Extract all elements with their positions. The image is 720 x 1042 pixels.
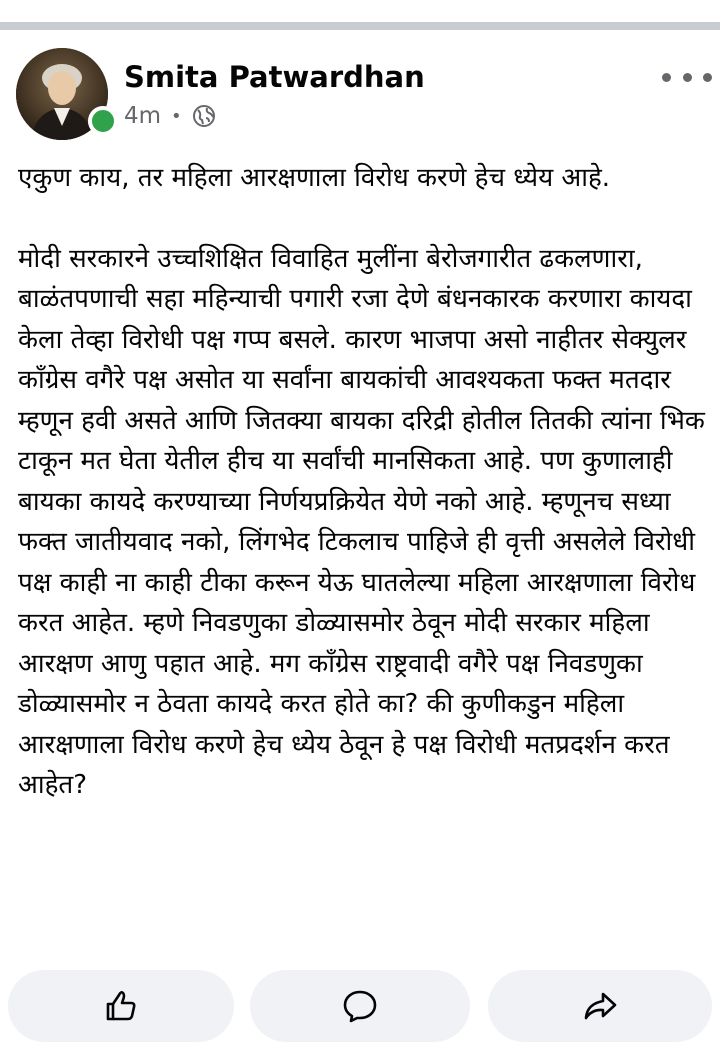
more-dot-icon: [662, 73, 671, 82]
post-paragraph: एकुण काय, तर महिला आरक्षणाला विरोध करणे हेच ध्येय आहे.: [18, 163, 611, 193]
online-status-dot: [88, 106, 118, 136]
top-bar: [0, 0, 720, 32]
share-arrow-icon: [580, 986, 620, 1026]
like-button[interactable]: [8, 970, 234, 1042]
comment-button[interactable]: [250, 970, 470, 1042]
thumbs-up-icon: [101, 986, 141, 1026]
post-text: [18, 158, 708, 806]
more-dot-icon: [703, 73, 712, 82]
post-meta: [124, 103, 216, 129]
author-name[interactable]: Smita Patwardhan: [124, 60, 425, 94]
post-actions-bar: [0, 970, 720, 1042]
more-options-button[interactable]: [662, 62, 712, 92]
share-button[interactable]: [488, 970, 712, 1042]
meta-separator: •: [171, 105, 182, 127]
post-timestamp[interactable]: 4m: [124, 103, 162, 129]
globe-icon[interactable]: [192, 104, 216, 128]
more-dot-icon: [683, 73, 692, 82]
comment-bubble-icon: [340, 986, 380, 1026]
post-paragraph: मोदी सरकारने उच्चशिक्षित विवाहित मुलींना बेरोजगारीत ढकलणारा, बाळंतपणाची सहा महिन्याची पगारी रजा देणे बंधनकारक करणारा कायदा केला तेव्हा विरोधी पक्ष गप्प बसले. कारण भाजपा असो नाहीतर सेक्युलर काँग्रेस वगैरे पक्ष असोत या सर्वांना बायकांची आवश्यकता फक्त मतदार म्हणून हवी असते आणि जितक्या बायका दरिद्री होतील तितकी त्यांना भिक टाकून मत घेता येतील हीच या सर्वांची मानसिकता आहे. पण कुणालाही बायका कायदे करण्याच्या निर्णयप्रक्रियेत येणे नको आहे. म्हणूनच सध्या फक्त जातीयवाद नको, लिंगभेद टिकलाच पाहिजे ही वृत्ती असलेले विरोधी पक्ष काही ना काही टीका करून येऊ घातलेल्या महिला आरक्षणाला विरोध करत आहेत. म्हणे निवडणुका डोळ्यासमोर ठेवून मोदी सरकार महिला आरक्षण आणु पहात आहे. मग काँग्रेस राष्ट्रवादी वगैरे पक्ष निवडणुका डोळ्यासमोर न ठेवता कायदे करत होते का? की कुणीकडुन महिला आरक्षणाला विरोध करणे हेच ध्येय ठेवून हे पक्ष विरोधी मतप्रदर्शन करत आहेत?: [18, 243, 705, 800]
top-divider: [0, 22, 720, 30]
